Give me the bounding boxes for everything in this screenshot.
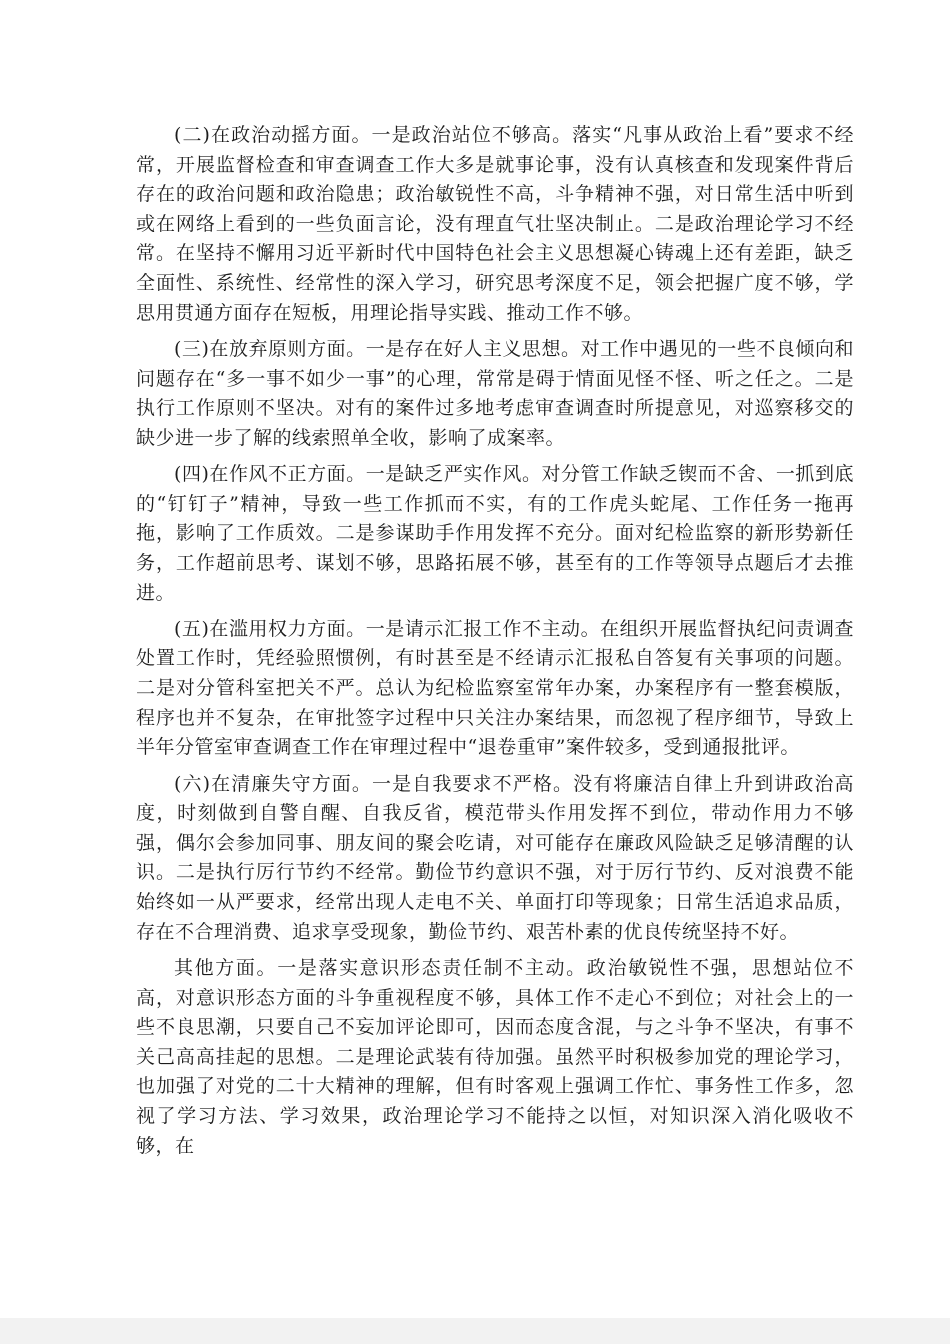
paragraph-integrity-lapse: (六)在清廉失守方面。一是自我要求不严格。没有将廉洁自律上升到讲政治高度，时刻做到自警自醒、自我反省，模范带头作用发挥不到位，带动作用力不够强，偶尔会参加同事、朋友间的聚会吃请，对可能存在廉政风险缺乏足够清醒的认识。二是执行厉行节约不经常。勤俭节约意识不强，对于厉行节约、反对浪费不能始终如一从严要求，经常出现人走电不关、单面打印等现象；日常生活追求品质，存在不合理消费、追求享受现象，勤俭节约、艰苦朴素的优良传统坚持不好。 (136, 772, 854, 943)
paragraph-abuse-of-power: (五)在滥用权力方面。一是请示汇报工作不主动。在组织开展监督执纪问责调查处置工作时，凭经验照惯例，有时甚至是不经请示汇报私自答复有关事项的问题。二是对分管科室把关不严。总认为纪检监察室常年办案，办案程序有一整套模版，程序也并不复杂，在审批签字过程中只关注办案结果，而忽视了程序细节，导致上半年分管室审查调查工作在审理过程中“退卷重审”案件较多，受到通报批评。 (136, 617, 854, 759)
paragraph-other-aspects: 其他方面。一是落实意识形态责任制不主动。政治敏锐性不强，思想站位不高，对意识形态方面的斗争重视程度不够，具体工作不走心不到位；对社会上的一些不良思潮，只要自己不妄加评论即可，因而态度含混，与之斗争不坚决，有事不关己高高挂起的思想。二是理论武装有待加强。虽然平时积极参加党的理论学习，也加强了对党的二十大精神的理解，但有时客观上强调工作忙、事务性工作多，忽视了学习方法、学习效果，政治理论学习不能持之以恒，对知识深入消化吸收不够，在 (136, 957, 854, 1157)
paragraph-improper-work-style: (四)在作风不正方面。一是缺乏严实作风。对分管工作缺乏锲而不舍、一抓到底的“钉钉子”精神，导致一些工作抓而不实，有的工作虎头蛇尾、工作任务一拖再拖，影响了工作质效。二是参谋助手作用发挥不充分。面对纪检监察的新形势新任务，工作超前思考、谋划不够，思路拓展不够，甚至有的工作等领导点题后才去推进。 (136, 463, 854, 604)
paragraph-abandoning-principles: (三)在放弃原则方面。一是存在好人主义思想。对工作中遇见的一些不良倾向和问题存在“多一事不如少一事”的心理，常常是碍于情面见怪不怪、听之任之。二是执行工作原则不坚决。对有的案件过多地考虑审查调查时所提意见，对巡察移交的缺少进一步了解的线索照单全收，影响了成案率。 (136, 337, 854, 449)
paragraph-political-wavering: (二)在政治动摇方面。一是政治站位不够高。落实“凡事从政治上看”要求不经常，开展监督检查和审查调查工作大多是就事论事，没有认真核查和发现案件背后存在的政治问题和政治隐患；政治敏锐性不高，斗争精神不强，对日常生活中听到或在网络上看到的一些负面言论，没有理直气壮坚决制止。二是政治理论学习不经常。在坚持不懈用习近平新时代中国特色社会主义思想凝心铸魂上还有差距，缺乏全面性、系统性、经常性的深入学习，研究思考深度不足，领会把握广度不够，学思用贯通方面存在短板，用理论指导实践、推动工作不够。 (136, 124, 854, 324)
document-body (136, 121, 854, 1161)
page-bottom-strip (0, 1318, 950, 1344)
